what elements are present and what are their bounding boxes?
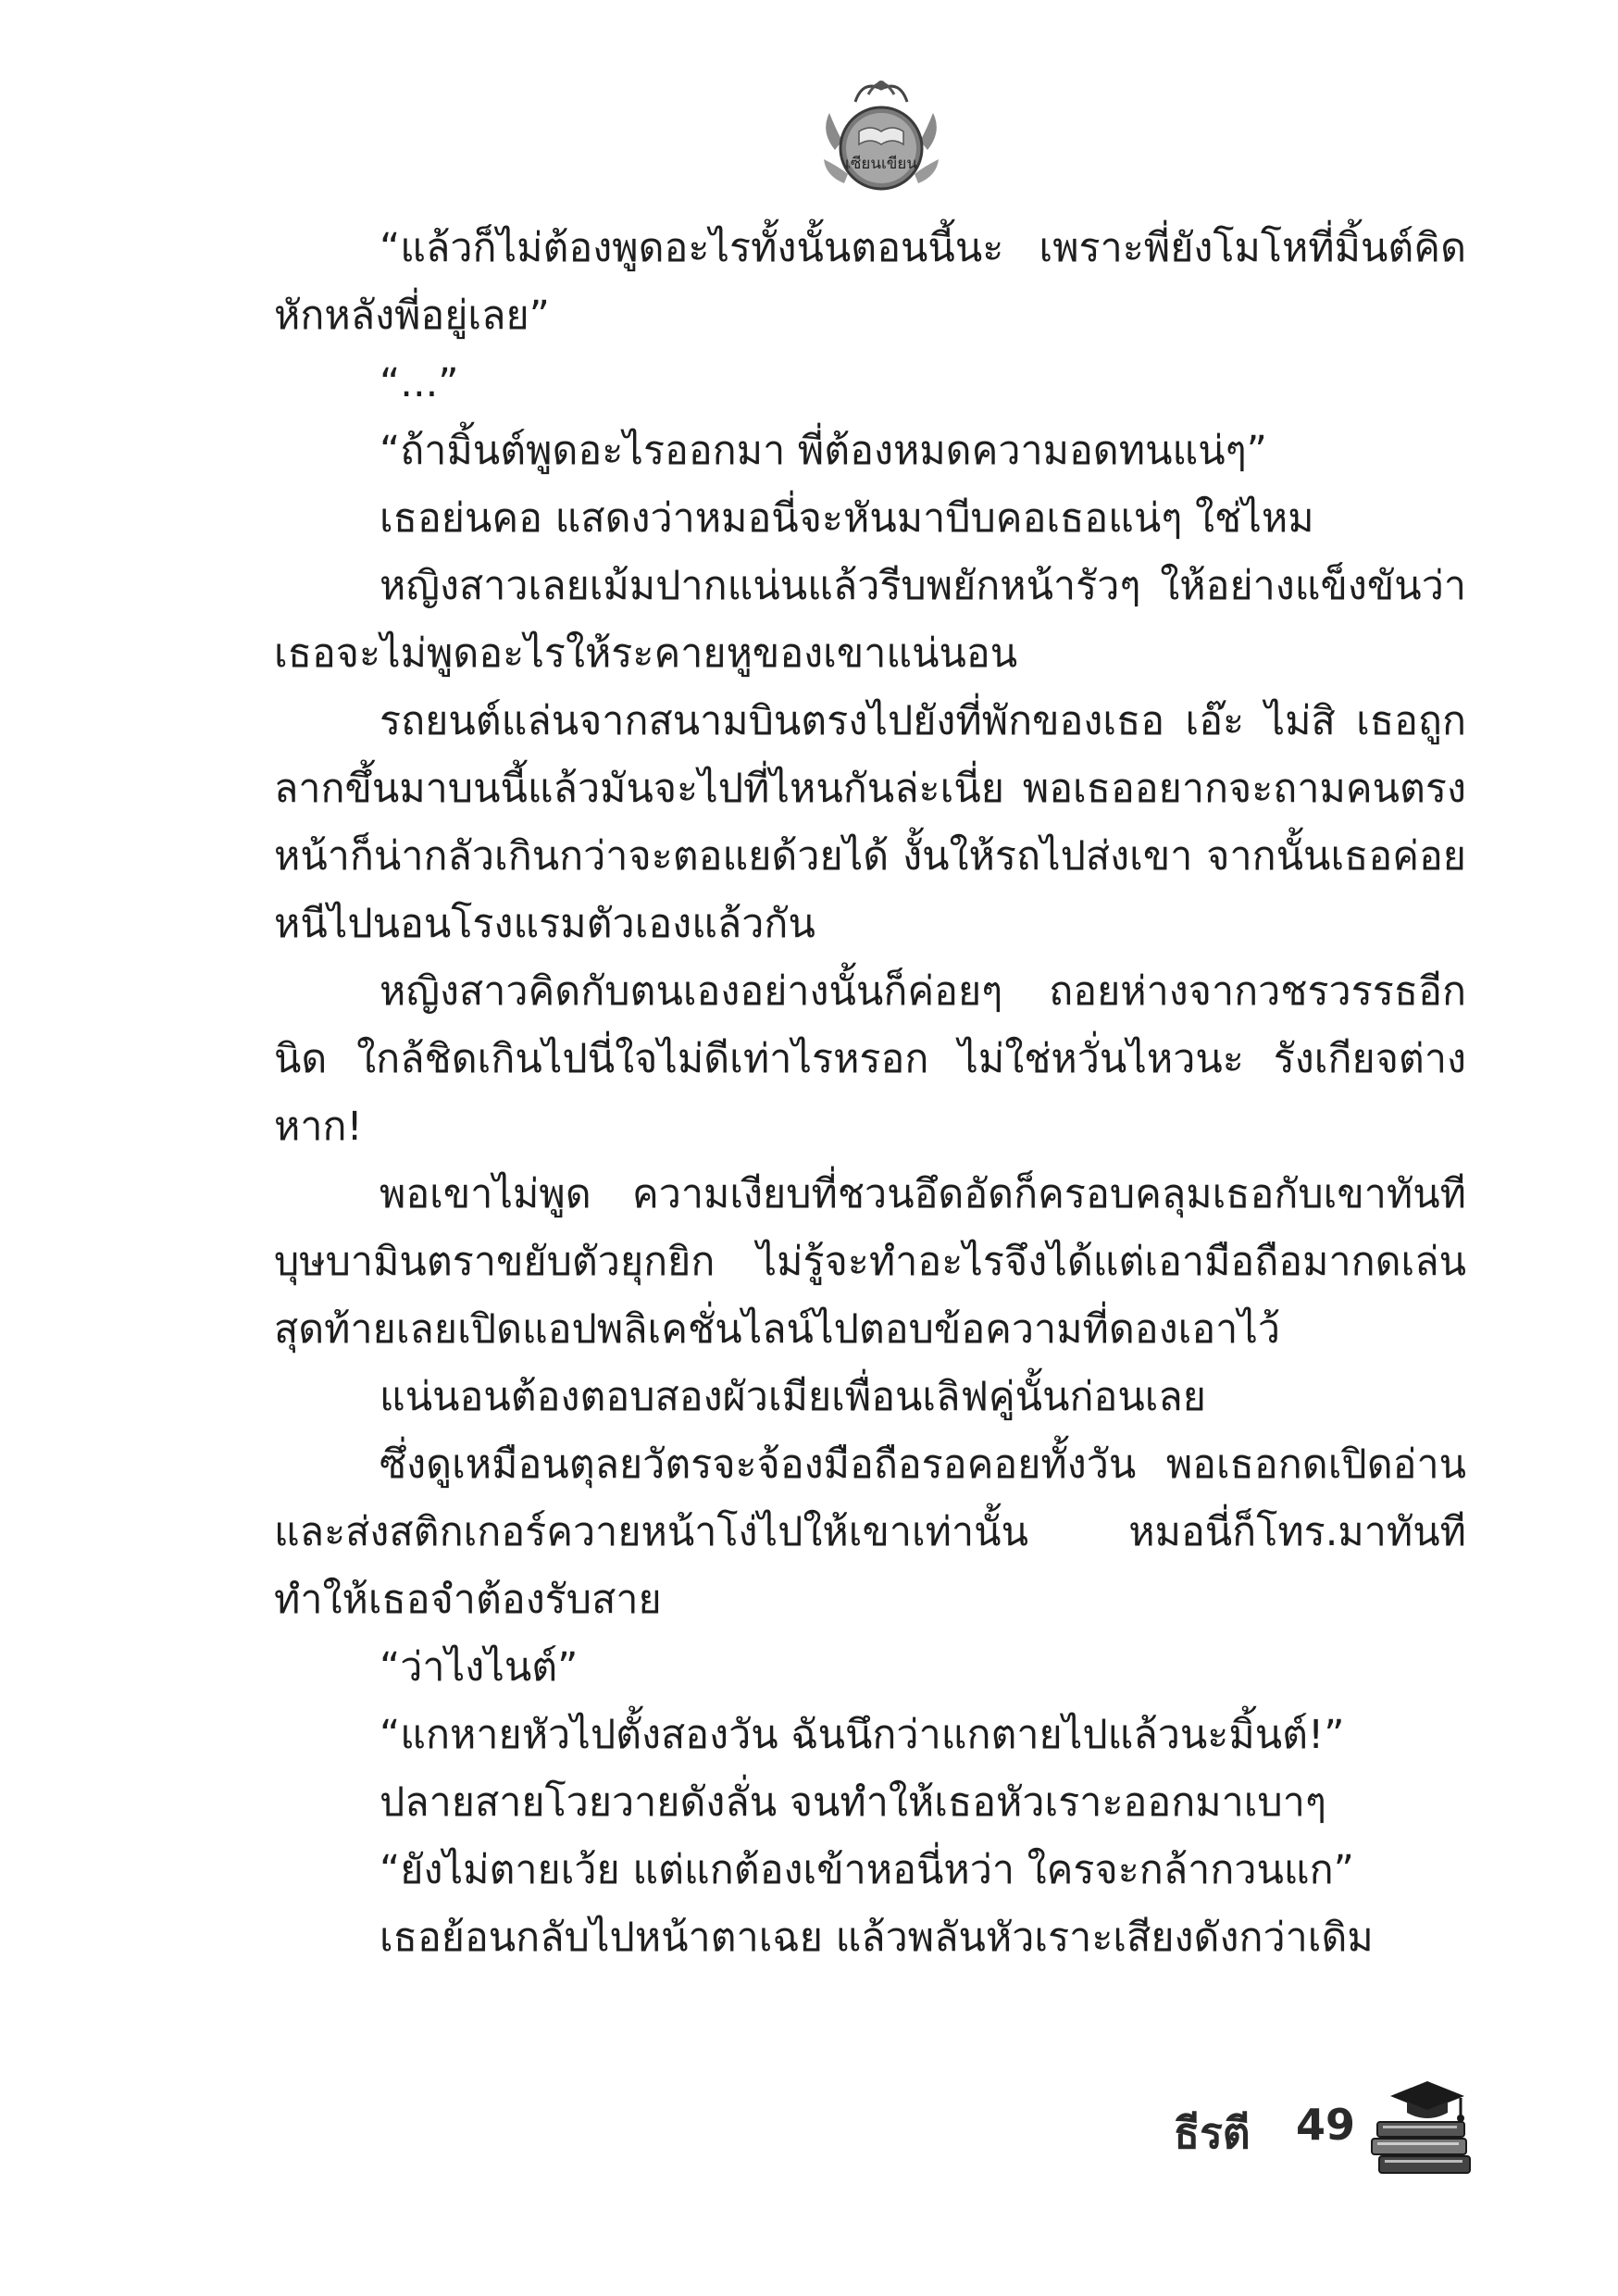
paragraph: “ยังไม่ตายเว้ย แต่แกต้องเข้าหอนี่หว่า ใครจะกล้ากวนแก” [380, 1847, 1354, 1893]
body-text [274, 215, 1466, 1972]
paragraph: ซึ่งดูเหมือนตุลยวัตรจะจ้องมือถือรอคอยทั้งวัน พอเธอกดเปิดอ่านและส่งสติกเกอร์ควายหน้าโง่ไปให้เขาเท่านั้น หมอนี่ก็โทร.มาทันทีทำให้เธอจำต้องรับสาย [274, 1441, 1466, 1623]
page-number: 49 [1296, 2100, 1356, 2150]
paragraph: เธอย่นคอ แสดงว่าหมอนี่จะหันมาบีบคอเธอแน่ๆ ใช่ไหม [380, 495, 1314, 542]
paragraph: หญิงสาวคิดกับตนเองอย่างนั้นก็ค่อยๆ ถอยห่างจากวชรวรรธอีกนิด ใกล้ชิดเกินไปนี่ใจไม่ดีเท่าไรหรอก ไม่ใช่หวั่นไหวนะ รังเกียจต่างหาก! [274, 968, 1466, 1150]
paragraph: “ถ้ามิ้นต์พูดอะไรออกมา พี่ต้องหมดความอดทนแน่ๆ” [380, 428, 1267, 474]
paragraph: แน่นอนต้องตอบสองผัวเมียเพื่อนเลิฟคู่นั้นก่อนเลย [380, 1374, 1206, 1420]
paragraph: “ว่าไงไนต์” [380, 1644, 579, 1691]
logo-text: เซียนเขียน [845, 155, 917, 173]
publisher-logo [807, 67, 955, 206]
paragraph: “...” [380, 360, 459, 406]
paragraph: พอเขาไม่พูด ความเงียบที่ชวนอึดอัดก็ครอบคลุมเธอกับเขาทันทีบุษบามินตราขยับตัวยุกยิก ไม่รู้จะทำอะไรจึงได้แต่เอามือถือมากดเล่นสุดท้ายเลยเปิดแอปพลิเคชั่นไลน์ไปตอบข้อความที่ดองเอาไว้ [274, 1171, 1466, 1353]
paragraph: เธอย้อนกลับไปหน้าตาเฉย แล้วพลันหัวเราะเสียงดังกว่าเดิม [380, 1915, 1374, 1961]
paragraph: หญิงสาวเลยเม้มปากแน่นแล้วรีบพยักหน้ารัวๆ ให้อย่างแข็งขันว่าเธอจะไม่พูดอะไรให้ระคายหูของเขาแน่นอน [274, 563, 1466, 677]
book-stack-icon [1368, 2076, 1479, 2177]
paragraph: “แกหายหัวไปตั้งสองวัน ฉันนึกว่าแกตายไปแล้วนะมิ้นต์!” [380, 1712, 1345, 1758]
book-title: ธีรตี [1174, 2108, 1251, 2158]
paragraph: “แล้วก็ไม่ต้องพูดอะไรทั้งนั้นตอนนี้นะ เพราะพี่ยังโมโหที่มิ้นต์คิดหักหลังพี่อยู่เลย” [274, 225, 1466, 339]
paragraph: ปลายสายโวยวายดังลั่น จนทำให้เธอหัวเราะออกมาเบาๆ [380, 1779, 1326, 1826]
paragraph: รถยนต์แล่นจากสนามบินตรงไปยังที่พักของเธอ เอ๊ะ ไม่สิ เธอถูกลากขึ้นมาบนนี้แล้วมันจะไปที่ไหนกันล่ะเนี่ย พอเธออยากจะถามคนตรงหน้าก็น่ากลัวเกินกว่าจะตอแยด้วยได้ งั้นให้รถไปส่งเขา จากนั้นเธอค่อยหนีไปนอนโรงแรมตัวเองแล้วกัน [274, 698, 1466, 947]
